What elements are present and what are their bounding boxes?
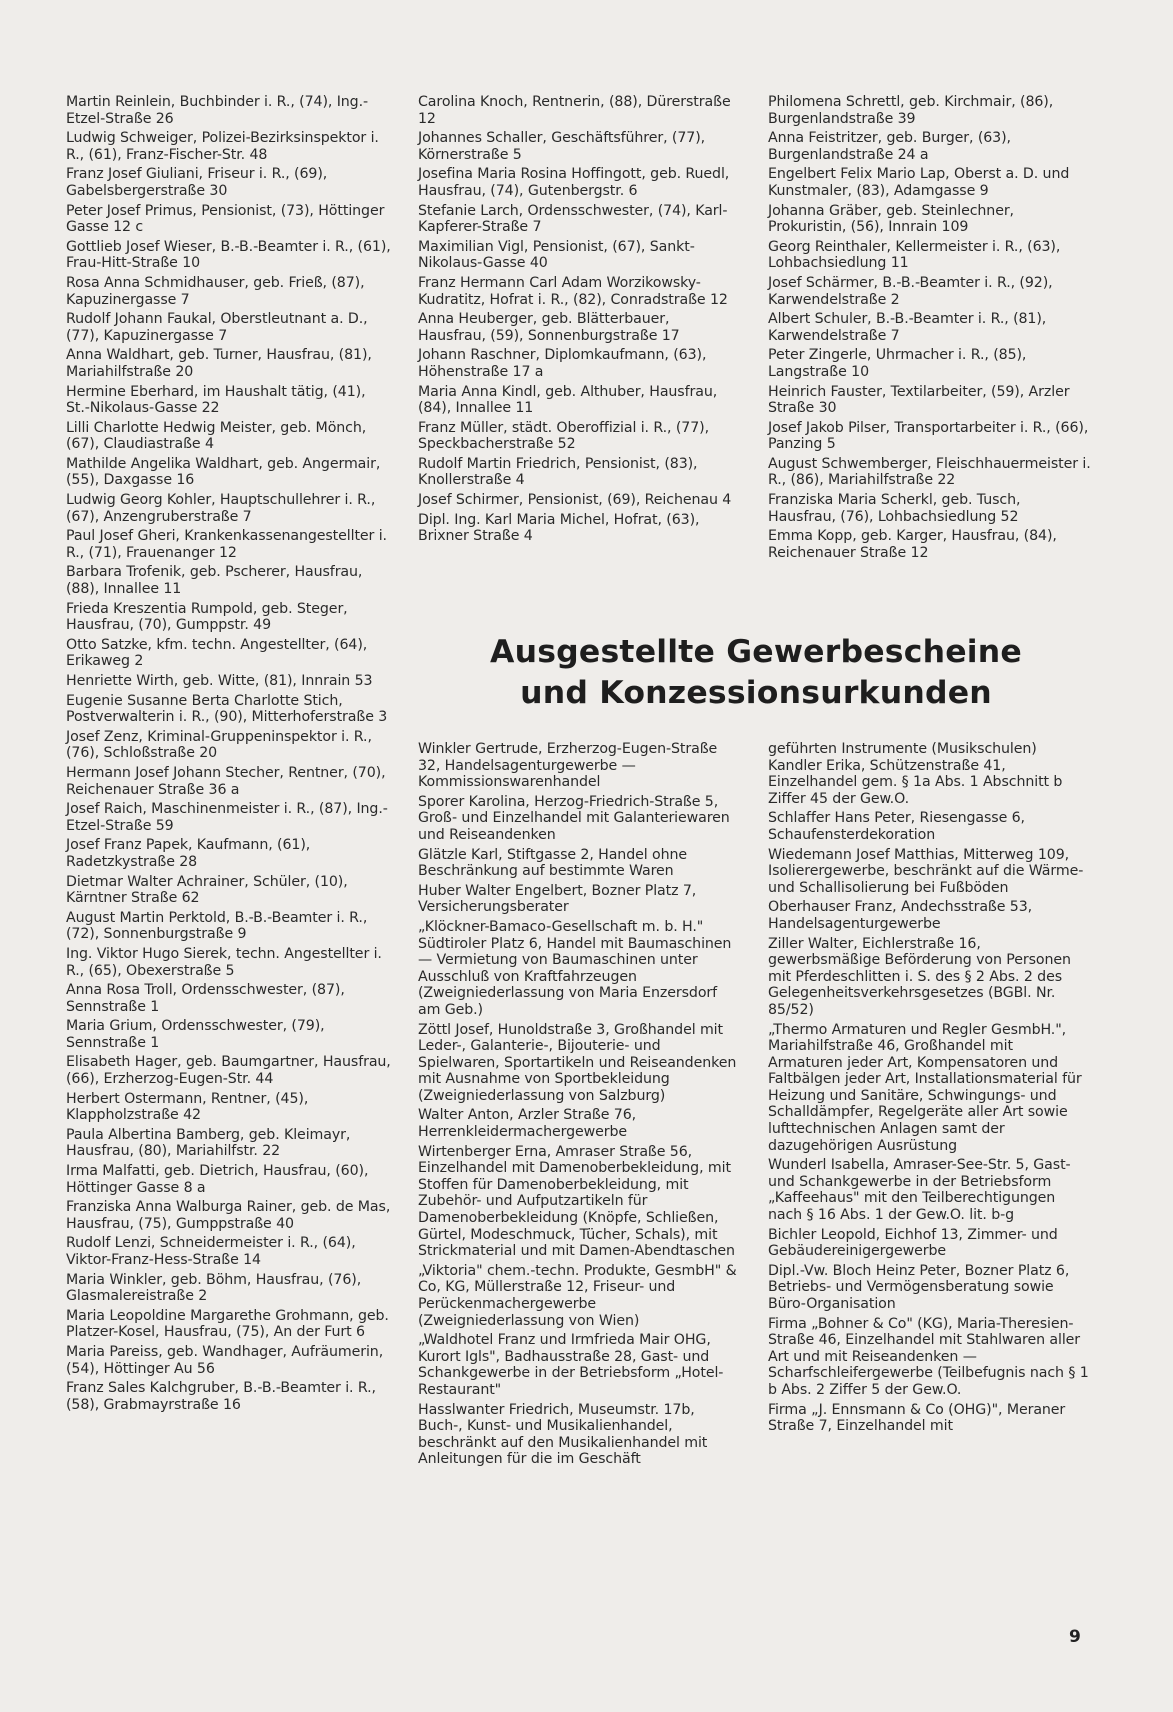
entry: Martin Reinlein, Buchbinder i. R., (74), Ing.-Etzel-Straße 26	[66, 94, 369, 127]
entry: Rudolf Johann Faukal, Oberstleutnant a. D., (77), Kapuzinergasse 7	[66, 311, 368, 344]
entry: „Thermo Armaturen und Regler GesmbH.", Mariahilfstraße 46, Großhandel mit Armaturen jeder Art, Kompensatoren und Faltbälgen jeder Art, Installationsmaterial für Heizung und Sanitäre, Schwingungs- und Schalldämpfer, Regelgeräte aller Art sowie lufttechnischen Anlagen samt der dazugehörigen Ausrüstung	[768, 1021, 1082, 1154]
entry: Maria Pareiss, geb. Wandhager, Aufräumerin, (54), Höttinger Au 56	[66, 1343, 384, 1377]
entry: Franz Hermann Carl Adam Worzikowsky-Kudratitz, Hofrat i. R., (82), Conradstraße 12	[418, 274, 728, 308]
page-number: 9	[1069, 1627, 1081, 1647]
entry: „Waldhotel Franz und Irmfrieda Mair OHG, Kurort Igls", Badhausstraße 28, Gast- und Schankgewerbe in der Betriebsform „Hotel-Restaurant"	[418, 1332, 724, 1398]
entry: Maria Leopoldine Margarethe Grohmann, geb. Platzer-Kosel, Hausfrau, (75), An der Furt 6	[66, 1307, 389, 1341]
entry: Herbert Ostermann, Rentner, (45), Klappholzstraße 42	[66, 1090, 309, 1124]
entry: Dietmar Walter Achrainer, Schüler, (10), Kärntner Straße 62	[66, 873, 348, 907]
entry: Franz Müller, städt. Oberoffizial i. R., (77), Speckbacherstraße 52	[418, 419, 709, 453]
entry: Gottlieb Josef Wieser, B.-B.-Beamter i. R., (61), Frau-Hitt-Straße 10	[66, 238, 391, 272]
entry: Mathilde Angelika Waldhart, geb. Angermair, (55), Daxgasse 16	[66, 455, 381, 489]
entry: Winkler Gertrude, Erzherzog-Eugen-Straße 32, Handelsagenturgewerbe — Kommissionswarenhandel	[418, 741, 718, 791]
entry: Hasslwanter Friedrich, Museumstr. 17b, Buch-, Kunst- und Musikalienhandel, beschränkt auf den Musikalienhandel mit Anleitungen für die im Geschäft	[418, 1401, 708, 1468]
entry: Firma „J. Ennsmann & Co (OHG)", Meraner Straße 7, Einzelhandel mit	[768, 1401, 1066, 1435]
entry: Sporer Karolina, Herzog-Friedrich-Straße 5, Groß- und Einzelhandel mit Galanteriewaren und Reiseandenken	[418, 793, 730, 843]
entry: Walter Anton, Arzler Straße 76, Herrenkleidermachergewerbe	[418, 1107, 637, 1141]
entry: Franziska Maria Scherkl, geb. Tusch, Hausfrau, (76), Lohbachsiedlung 52	[768, 492, 1021, 525]
entry: Johann Raschner, Diplomkaufmann, (63), Höhenstraße 17 a	[418, 347, 707, 380]
entry: Carolina Knoch, Rentnerin, (88), Dürerstraße 12	[418, 94, 731, 127]
entry: Anna Rosa Troll, Ordensschwester, (87), Sennstraße 1	[66, 982, 345, 1015]
entry: Josefina Maria Rosina Hoffingott, geb. Ruedl, Hausfrau, (74), Gutenbergstr. 6	[418, 166, 730, 199]
entry: Rudolf Martin Friedrich, Pensionist, (83), Knollerstraße 4	[418, 455, 698, 489]
entry: Lilli Charlotte Hedwig Meister, geb. Mönch, (67), Claudiastraße 4	[66, 419, 367, 453]
entry: Johanna Gräber, geb. Steinlechner, Prokuristin, (56), Innrain 109	[768, 202, 1014, 236]
entry: Paul Josef Gheri, Krankenkassenangestellter i. R., (71), Frauenanger 12	[66, 528, 387, 561]
entry: Johannes Schaller, Geschäftsführer, (77), Körnerstraße 5	[418, 130, 706, 163]
entry: Huber Walter Engelbert, Bozner Platz 7, Versicherungsberater	[418, 882, 697, 916]
trade-licenses-column-1	[418, 741, 738, 1471]
entry: Wiedemann Josef Matthias, Mitterweg 109, Isolierergewerbe, beschränkt auf die Wärme- und Schallisolierung bei Fußböden	[768, 846, 1084, 896]
entry: Engelbert Felix Mario Lap, Oberst a. D. und Kunstmaler, (83), Adamgasse 9	[768, 166, 1070, 199]
entry: Josef Franz Papek, Kaufmann, (61), Radetzkystraße 28	[66, 837, 311, 870]
entry: Maria Grium, Ordensschwester, (79), Sennstraße 1	[66, 1018, 325, 1051]
entry: Heinrich Fauster, Textilarbeiter, (59), Arzler Straße 30	[768, 383, 1070, 417]
entry: Firma „Bohner & Co" (KG), Maria-Theresien-Straße 46, Einzelhandel mit Stahlwaren aller Art und mit Reiseandenken — Scharfschleifergewerbe (Teilbefugnis nach § 1 b Abs. 2 Ziffer 5 der Gew.O.	[768, 1315, 1089, 1398]
entry: Josef Raich, Maschinenmeister i. R., (87), Ing.-Etzel-Straße 59	[66, 801, 388, 834]
entry: „Klöckner-Bamaco-Gesellschaft m. b. H." Südtiroler Platz 6, Handel mit Baumaschinen — Vermietung von Baumaschinen unter Ausschluß von Kraftfahrzeugen (Zweigniederlassung von Maria Enzersdorf am Geb.)	[418, 918, 732, 1018]
entry: Henriette Wirth, geb. Witte, (81), Innrain 53	[66, 673, 373, 689]
entry: Maria Anna Kindl, geb. Althuber, Hausfrau, (84), Innallee 11	[418, 383, 718, 417]
entry: Josef Zenz, Kriminal-Gruppeninspektor i. R., (76), Schloßstraße 20	[66, 728, 372, 762]
death-notices-column-1	[66, 94, 391, 1416]
entry: Philomena Schrettl, geb. Kirchmair, (86), Burgenlandstraße 39	[768, 94, 1054, 127]
entry: August Schwemberger, Fleischhauermeister i. R., (86), Mariahilfstraße 22	[768, 455, 1091, 489]
entry: Anna Heuberger, geb. Blätterbauer, Hausfrau, (59), Sonnenburgstraße 17	[418, 311, 680, 344]
entry: Eugenie Susanne Berta Charlotte Stich, Postverwalterin i. R., (90), Mitterhoferstraße 3	[66, 692, 388, 726]
entry: August Martin Perktold, B.-B.-Beamter i. R., (72), Sonnenburgstraße 9	[66, 909, 368, 943]
entry: Irma Malfatti, geb. Dietrich, Hausfrau, (60), Höttinger Gasse 8 a	[66, 1163, 369, 1196]
section-heading-line-2: und Konzessionsurkunden	[520, 675, 992, 711]
entry: Dipl.-Vw. Bloch Heinz Peter, Bozner Platz 6, Betriebs- und Vermögensberatung sowie Büro-Organisation	[768, 1262, 1070, 1312]
entry: Josef Schärmer, B.-B.-Beamter i. R., (92), Karwendelstraße 2	[768, 274, 1053, 308]
entry: Zöttl Josef, Hunoldstraße 3, Großhandel mit Leder-, Galanterie-, Bijouterie- und Spielwaren, Sportartikeln und Reiseandenken mit Ausnahme von Sportbekleidung (Zweigniederlassung von Salzburg)	[418, 1021, 737, 1104]
entry: Maximilian Vigl, Pensionist, (67), Sankt-Nikolaus-Gasse 40	[418, 238, 695, 272]
entry: Glätzle Karl, Stiftgasse 2, Handel ohne Beschränkung auf bestimmte Waren	[418, 846, 687, 880]
death-notices-column-3	[768, 94, 1092, 564]
entry: Ziller Walter, Eichlerstraße 16, gewerbsmäßige Beförderung von Personen mit Pferdeschlitten i. S. des § 2 Abs. 2 des Gelegenheitsverkehrsgesetzes (BGBl. Nr. 85/52)	[768, 935, 1071, 1018]
trade-licenses-column-2	[768, 741, 1092, 1438]
entry: Franziska Anna Walburga Rainer, geb. de Mas, Hausfrau, (75), Gumppstraße 40	[66, 1199, 391, 1232]
entry: Paula Albertina Bamberg, geb. Kleimayr, Hausfrau, (80), Mariahilfstr. 22	[66, 1126, 351, 1160]
entry: Anna Feistritzer, geb. Burger, (63), Burgenlandstraße 24 a	[768, 130, 1011, 163]
entry: Peter Zingerle, Uhrmacher i. R., (85), Langstraße 10	[768, 347, 1027, 380]
entry: Anna Waldhart, geb. Turner, Hausfrau, (81), Mariahilfstraße 20	[66, 347, 372, 380]
entry: geführten Instrumente (Musikschulen) Kandler Erika, Schützenstraße 41, Einzelhandel gem. § 1a Abs. 1 Abschnitt b Ziffer 45 der Gew.O.	[768, 741, 1063, 807]
entry: Dipl. Ing. Karl Maria Michel, Hofrat, (63), Brixner Straße 4	[418, 511, 700, 545]
entry: Georg Reinthaler, Kellermeister i. R., (63), Lohbachsiedlung 11	[768, 238, 1061, 272]
entry: Wunderl Isabella, Amraser-See-Str. 5, Gast- und Schankgewerbe in der Betriebsform „Kaffeehaus" mit den Teilberechtigungen nach § 16 Abs. 1 der Gew.O. lit. b-g	[768, 1157, 1071, 1224]
entry: Hermann Josef Johann Stecher, Rentner, (70), Reichenauer Straße 36 a	[66, 764, 386, 798]
entry: Hermine Eberhard, im Haushalt tätig, (41), St.-Nikolaus-Gasse 22	[66, 383, 366, 417]
entry: „Viktoria" chem.-techn. Produkte, GesmbH" & Co, KG, Müllerstraße 12, Friseur- und Perückenmachergewerbe (Zweigniederlassung von Wien)	[418, 1262, 737, 1329]
entry: Elisabeth Hager, geb. Baumgartner, Hausfrau, (66), Erzherzog-Eugen-Str. 44	[66, 1054, 391, 1088]
entry: Josef Jakob Pilser, Transportarbeiter i. R., (66), Panzing 5	[768, 419, 1089, 453]
entry: Ludwig Georg Kohler, Hauptschullehrer i. R., (67), Anzengruberstraße 7	[66, 492, 376, 525]
entry: Josef Schirmer, Pensionist, (69), Reichenau 4	[418, 492, 732, 509]
entry: Barbara Trofenik, geb. Pscherer, Hausfrau, (88), Innallee 11	[66, 564, 363, 598]
entry: Franz Josef Giuliani, Friseur i. R., (69), Gabelsbergerstraße 30	[66, 166, 328, 199]
section-heading-line-1: Ausgestellte Gewerbescheine	[490, 634, 1022, 670]
death-notices-column-2	[418, 94, 738, 548]
entry: Maria Winkler, geb. Böhm, Hausfrau, (76), Glasmalereistraße 2	[66, 1271, 362, 1305]
entry: Bichler Leopold, Eichhof 13, Zimmer- und Gebäudereinigergewerbe	[768, 1226, 1058, 1260]
entry: Schlaffer Hans Peter, Riesengasse 6, Schaufensterdekoration	[768, 810, 1025, 843]
entry: Emma Kopp, geb. Karger, Hausfrau, (84), Reichenauer Straße 12	[768, 528, 1057, 561]
entry: Rosa Anna Schmidhauser, geb. Frieß, (87), Kapuzinergasse 7	[66, 274, 365, 308]
entry: Wirtenberger Erna, Amraser Straße 56, Einzelhandel mit Damenoberbekleidung, mit Stoffen für Damenoberbekleidung, mit Zubehör- und Aufputzartikeln für Damenoberbekleidung (Knöpfe, Schließen, Gürtel, Modeschmuck, Tücher, Schals), mit Strickmaterial und mit Damen-Abendtaschen	[418, 1143, 735, 1260]
entry: Oberhauser Franz, Andechsstraße 53, Handelsagenturgewerbe	[768, 899, 1033, 932]
entry: Frieda Kreszentia Rumpold, geb. Steger, Hausfrau, (70), Gumppstr. 49	[66, 600, 348, 634]
entry: Rudolf Lenzi, Schneidermeister i. R., (64), Viktor-Franz-Hess-Straße 14	[66, 1235, 356, 1268]
entry: Ludwig Schweiger, Polizei-Bezirksinspektor i. R., (61), Franz-Fischer-Str. 48	[66, 130, 379, 163]
entry: Peter Josef Primus, Pensionist, (73), Höttinger Gasse 12 c	[66, 202, 385, 236]
entry: Stefanie Larch, Ordensschwester, (74), Karl-Kapferer-Straße 7	[418, 202, 728, 236]
entry: Ing. Viktor Hugo Sierek, techn. Angestellter i. R., (65), Obexerstraße 5	[66, 945, 382, 979]
section-heading	[418, 632, 1094, 714]
entry: Albert Schuler, B.-B.-Beamter i. R., (81), Karwendelstraße 7	[768, 311, 1047, 344]
entry: Franz Sales Kalchgruber, B.-B.-Beamter i. R., (58), Grabmayrstraße 16	[66, 1380, 376, 1413]
entry: Otto Satzke, kfm. techn. Angestellter, (64), Erikaweg 2	[66, 636, 368, 670]
